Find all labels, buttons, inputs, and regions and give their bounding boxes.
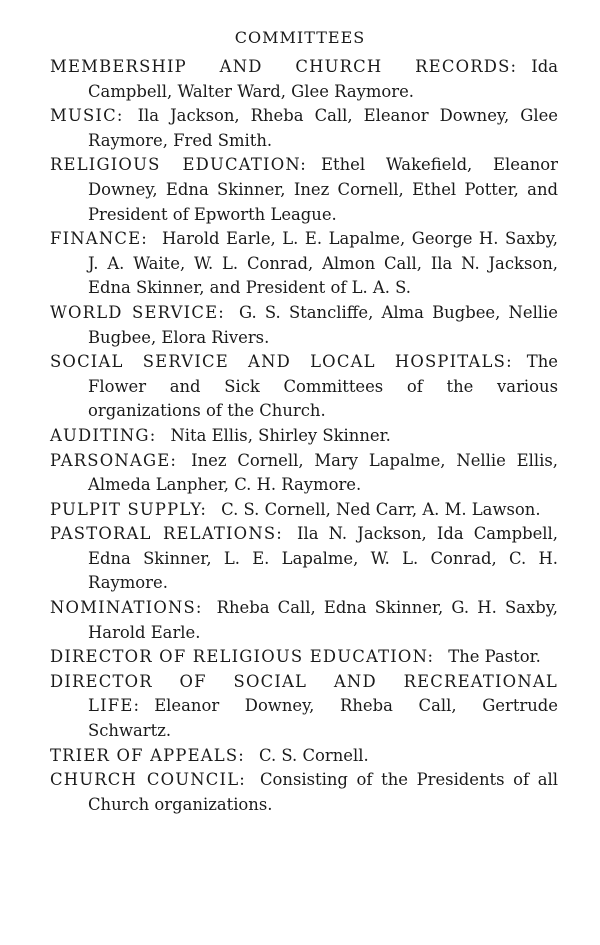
committee-members: Ila Jackson, Rheba Call, Eleanor Downey, Glee Raymore, Fred Smith. bbox=[88, 106, 558, 150]
committee-entry-parsonage bbox=[50, 449, 558, 498]
committee-members: Eleanor Downey, Rheba Call, Gertrude Schwartz. bbox=[88, 696, 558, 741]
committee-members: Inez Cornell, Mary Lapalme, Nellie Ellis, Almeda Lanpher, C. H. Raymore. bbox=[88, 450, 558, 495]
committee-heading: PASTORAL RELATIONS: bbox=[50, 524, 284, 544]
committee-heading: WORLD SERVICE: bbox=[50, 302, 225, 322]
committee-entry-director-religious-education bbox=[50, 645, 558, 670]
committee-heading: CHURCH COUNCIL: bbox=[50, 770, 247, 790]
committee-members: C. S. Cornell, Ned Carr, A. M. Lawson. bbox=[221, 499, 541, 519]
committee-members: Rheba Call, Edna Skinner, G. H. Saxby, Harold Earle. bbox=[88, 598, 558, 642]
committee-heading: TRIER OF APPEALS: bbox=[50, 745, 246, 765]
committee-members: Harold Earle, L. E. Lapalme, George H. Saxby, J. A. Waite, W. L. Conrad, Almon Call, Ila N. Jackson, Edna Skinner, and President of L. A. S. bbox=[88, 229, 558, 298]
committee-heading: PARSONAGE: bbox=[50, 450, 178, 470]
committee-entry-pastoral-relations bbox=[50, 522, 558, 596]
committee-members: C. S. Cornell. bbox=[259, 745, 369, 765]
committee-entry-auditing bbox=[50, 424, 558, 449]
committee-heading: MUSIC: bbox=[50, 106, 124, 126]
committee-members: Nita Ellis, Shirley Skinner. bbox=[170, 425, 391, 445]
committee-heading: DIRECTOR OF RELIGIOUS EDUCATION: bbox=[50, 647, 435, 667]
committee-entry-pulpit-supply bbox=[50, 498, 558, 523]
committee-entry-nominations bbox=[50, 596, 558, 645]
committee-entry-membership bbox=[50, 55, 558, 104]
committee-list bbox=[50, 55, 558, 817]
committee-entry-social-service bbox=[50, 350, 558, 424]
committee-heading: DIRECTOR OF SOCIAL AND RECREATIONAL LIFE: bbox=[50, 671, 558, 716]
committee-heading: NOMINATIONS: bbox=[50, 598, 203, 618]
committee-entry-trier-of-appeals bbox=[50, 744, 558, 769]
committee-entry-music bbox=[50, 104, 558, 153]
committee-members: Ethel Wakefield, Eleanor Downey, Edna Skinner, Inez Cornell, Ethel Potter, and President of Epworth League. bbox=[88, 155, 558, 224]
committee-entry-director-social-recreational bbox=[50, 670, 558, 744]
committee-entry-finance bbox=[50, 227, 558, 301]
committee-heading: MEMBERSHIP AND CHURCH RECORDS: bbox=[50, 57, 518, 76]
committee-members: The Pastor. bbox=[448, 647, 541, 667]
committee-members: Consisting of the Presidents of all Church organizations. bbox=[88, 770, 559, 814]
committee-entry-church-council bbox=[50, 768, 558, 817]
committee-members: Ida Campbell, Walter Ward, Glee Raymore. bbox=[88, 57, 558, 101]
committee-entry-world-service bbox=[50, 301, 558, 350]
committee-heading: SOCIAL SERVICE AND LOCAL HOSPITALS: bbox=[50, 352, 513, 372]
committee-heading: AUDITING: bbox=[50, 425, 157, 445]
committee-entry-religious-education bbox=[50, 153, 558, 227]
committee-heading: FINANCE: bbox=[50, 229, 148, 249]
committee-members: G. S. Stancliffe, Alma Bugbee, Nellie Bugbee, Elora Rivers. bbox=[88, 302, 558, 347]
committee-heading: RELIGIOUS EDUCATION: bbox=[50, 155, 308, 175]
committee-members: Ila N. Jackson, Ida Campbell, Edna Skinner, L. E. Lapalme, W. L. Conrad, C. H. Raymore. bbox=[88, 524, 558, 593]
page-title: COMMITTEES bbox=[234, 28, 366, 47]
committee-heading: PULPIT SUPPLY: bbox=[50, 499, 208, 519]
committee-members: The Flower and Sick Committees of the various organizations of the Church. bbox=[88, 352, 558, 421]
